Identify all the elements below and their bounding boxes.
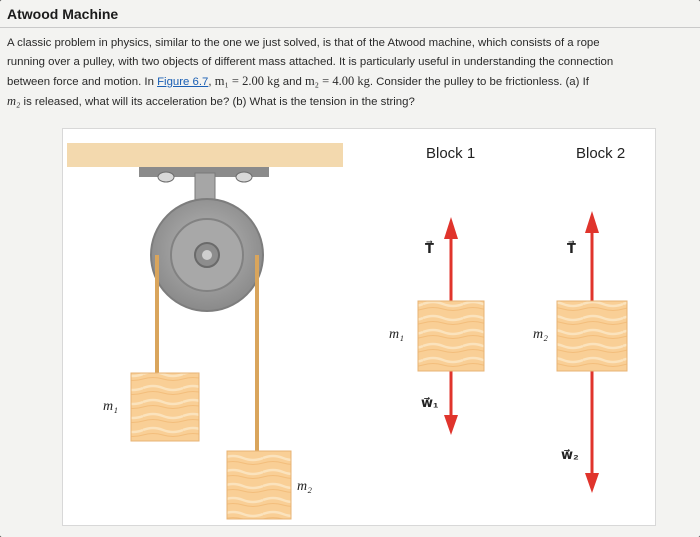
machine-m1-label: m₁ bbox=[103, 399, 118, 414]
problem-line-4-rest: is released, what will its acceleration be? (b) What is the tension in the string? bbox=[20, 96, 415, 108]
fbd-block-1 bbox=[418, 301, 484, 371]
ceiling bbox=[67, 143, 343, 167]
fbd1-mass-label: m₁ bbox=[389, 327, 404, 342]
m1-value: m₁ = 2.00 kg bbox=[214, 74, 280, 88]
fbd-block-2 bbox=[557, 301, 627, 371]
fbd2-mass-label: m₂ bbox=[533, 327, 548, 342]
problem-line-3-start: between force and motion. In bbox=[7, 76, 158, 88]
problem-line-3-sep: , bbox=[208, 76, 215, 88]
weight-label-1: w⃗₁ bbox=[421, 395, 439, 410]
atwood-diagram bbox=[63, 129, 655, 525]
block-m1 bbox=[131, 373, 199, 441]
weight-label-2: w⃗₂ bbox=[561, 447, 579, 462]
title-divider bbox=[0, 27, 700, 28]
figure-link[interactable]: Figure 6.7 bbox=[157, 76, 209, 88]
m2-value: m₂ = 4.00 kg bbox=[304, 74, 370, 88]
problem-line-4 bbox=[7, 92, 695, 112]
block1-header: Block 1 bbox=[426, 145, 476, 162]
problem-line-3-end: . Consider the pulley to be frictionless. (a) If bbox=[369, 76, 589, 88]
page-title: Atwood Machine bbox=[7, 6, 119, 22]
problem-line-1: A classic problem in physics, similar to the one we just solved, is that of the Atwood machine, which consists of a rope bbox=[7, 37, 600, 49]
problem-line-2: running over a pulley, with two objects of different mass attached. It is particularly useful in understanding the connection bbox=[7, 56, 614, 68]
problem-and: and bbox=[279, 76, 305, 88]
problem-line-3 bbox=[7, 72, 695, 92]
atwood-figure bbox=[62, 128, 656, 526]
problem-text bbox=[7, 34, 695, 112]
tension-label-2: T⃗ bbox=[567, 241, 576, 256]
tension-label-1: T⃗ bbox=[425, 241, 434, 256]
m2-variable: m₂ bbox=[7, 94, 21, 108]
block2-header: Block 2 bbox=[576, 145, 626, 162]
block-m2 bbox=[227, 451, 291, 519]
machine-m2-label: m₂ bbox=[297, 479, 312, 494]
